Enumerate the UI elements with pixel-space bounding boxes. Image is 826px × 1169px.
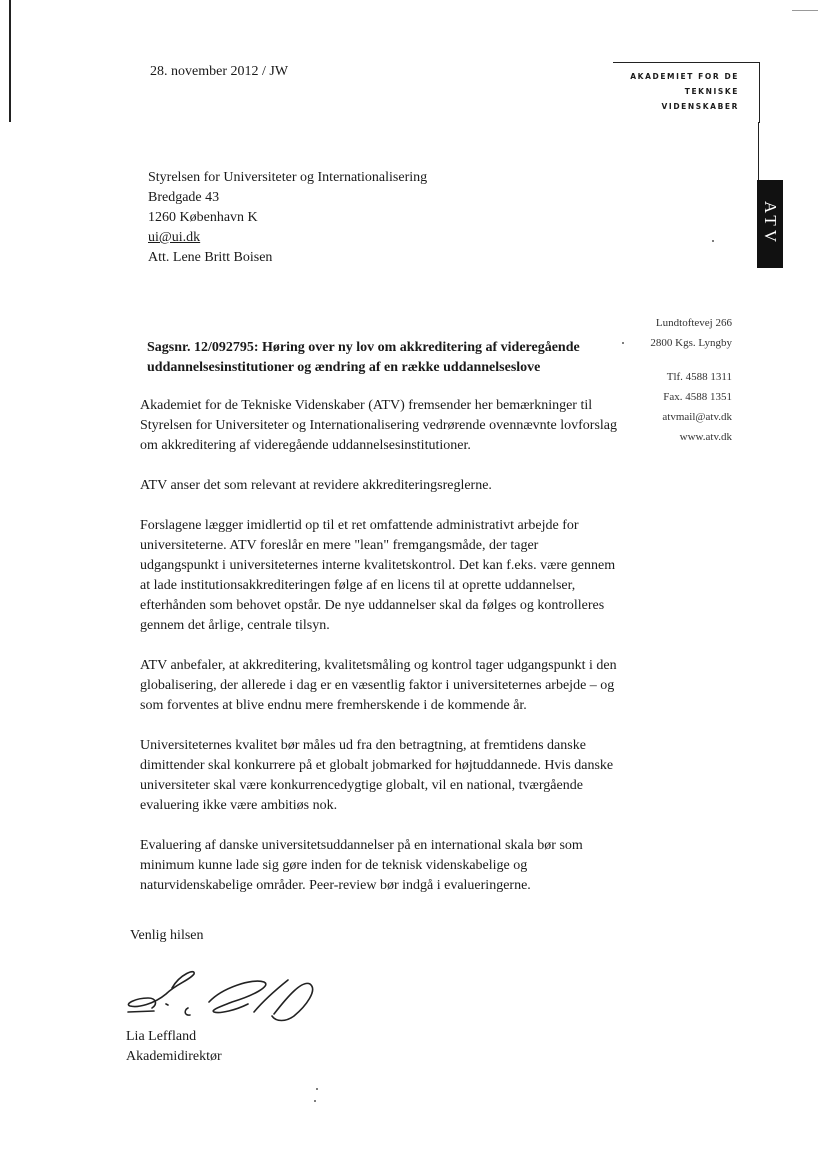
body-paragraph-5: Universiteternes kvalitet bør måles ud fra den betragtning, at fremtidens danske dimittender skal konkurrere på et globalt jobmarked for højtuddannede. Hvis danske universiteter skal være konkurrencedygtige globalt, vil en national, tværgående evaluering ikke være ambitiøs nok. <box>140 738 614 813</box>
sender-city: 2800 Kgs. Lyngby <box>650 337 732 349</box>
sender-email: atvmail@atv.dk <box>662 411 732 423</box>
letterhead-rule <box>758 122 759 182</box>
body-paragraph-4: ATV anbefaler, at akkreditering, kvalitetsmåling og kontrol tager udgangspunkt i den globalisering, der allerede i dag er en væsentlig faktor i universiteternes arbejde – og som forventes at blive endnu mere fremherskende i de kommende år. <box>140 658 617 713</box>
atv-side-logo <box>757 180 783 268</box>
subject-line: Sagsnr. 12/092795: Høring over ny lov om akkreditering af videregående uddannelsesinstitutioner og ændring af en række uddannelseslove <box>147 340 580 375</box>
letterhead-line-3: VIDENSKABER <box>661 102 739 111</box>
signer-name: Lia Leffland <box>126 1029 197 1044</box>
scan-edge-left <box>9 0 11 122</box>
recipient-address <box>148 168 427 268</box>
body-paragraph-2: ATV anser det som relevant at revidere akkrediteringsreglerne. <box>140 478 492 493</box>
signer-block <box>126 1027 222 1067</box>
sender-web: www.atv.dk <box>679 431 732 443</box>
scan-speck <box>712 240 714 242</box>
recipient-city: 1260 København K <box>148 210 258 225</box>
letterhead-line-2: TEKNISKE <box>684 87 739 96</box>
letterhead-line-1: AKADEMIET FOR DE <box>630 72 739 81</box>
sender-contact <box>600 313 732 447</box>
body-paragraph-1: Akademiet for de Tekniske Videnskaber (ATV) fremsender her bemærkninger til Styrelsen for Universiteter og Internationalisering vedrørende ovennævnte lovforslag om akkreditering af videregående uddannelsesinstitutioner. <box>140 398 618 453</box>
scan-mark-top <box>792 10 818 11</box>
sender-fax: Fax. 4588 1351 <box>663 391 732 403</box>
recipient-street: Bredgade 43 <box>148 190 220 205</box>
handwritten-signature <box>114 960 324 1030</box>
closing-salutation: Venlig hilsen <box>130 928 204 943</box>
letterhead-logo <box>613 62 760 123</box>
recipient-email-link[interactable]: ui@ui.dk <box>148 230 201 245</box>
recipient-org: Styrelsen for Universiteter og Internationalisering <box>148 170 428 185</box>
recipient-attention: Att. Lene Britt Boisen <box>148 250 273 265</box>
sender-street: Lundtoftevej 266 <box>655 317 732 329</box>
body-paragraph-3: Forslagene lægger imidlertid op til et ret omfattende administrativt arbejde for universiteterne. ATV foreslår en mere "lean" fremgangsmåde, der tager udgangspunkt i universiteternes interne kvalitetskontrol. Det kan f.eks. være gennem at lade institutionsakkrediteringen følge af en licens til at oprette uddannelser, efterhånden som behovet opstår. De nye uddannelser skal da følges og kontrolleres gennem det årlige, centrale tilsyn. <box>140 518 616 633</box>
sender-phone: Tlf. 4588 1311 <box>666 371 732 383</box>
signer-title: Akademidirektør <box>126 1049 222 1064</box>
letter-body <box>140 396 618 916</box>
scan-speck <box>622 342 624 344</box>
body-paragraph-6: Evaluering af danske universitetsuddannelser på en international skala bør som minimum kunne lade sig gøre inden for de teknisk videnskabelige og naturvidenskabelige områder. Peer-review bør indgå i evalueringerne. <box>140 838 583 893</box>
scan-speck <box>314 1100 316 1102</box>
atv-side-logo-text: ATV <box>761 201 780 247</box>
scan-speck <box>316 1088 318 1090</box>
date-reference: 28. november 2012 / JW <box>150 64 289 79</box>
